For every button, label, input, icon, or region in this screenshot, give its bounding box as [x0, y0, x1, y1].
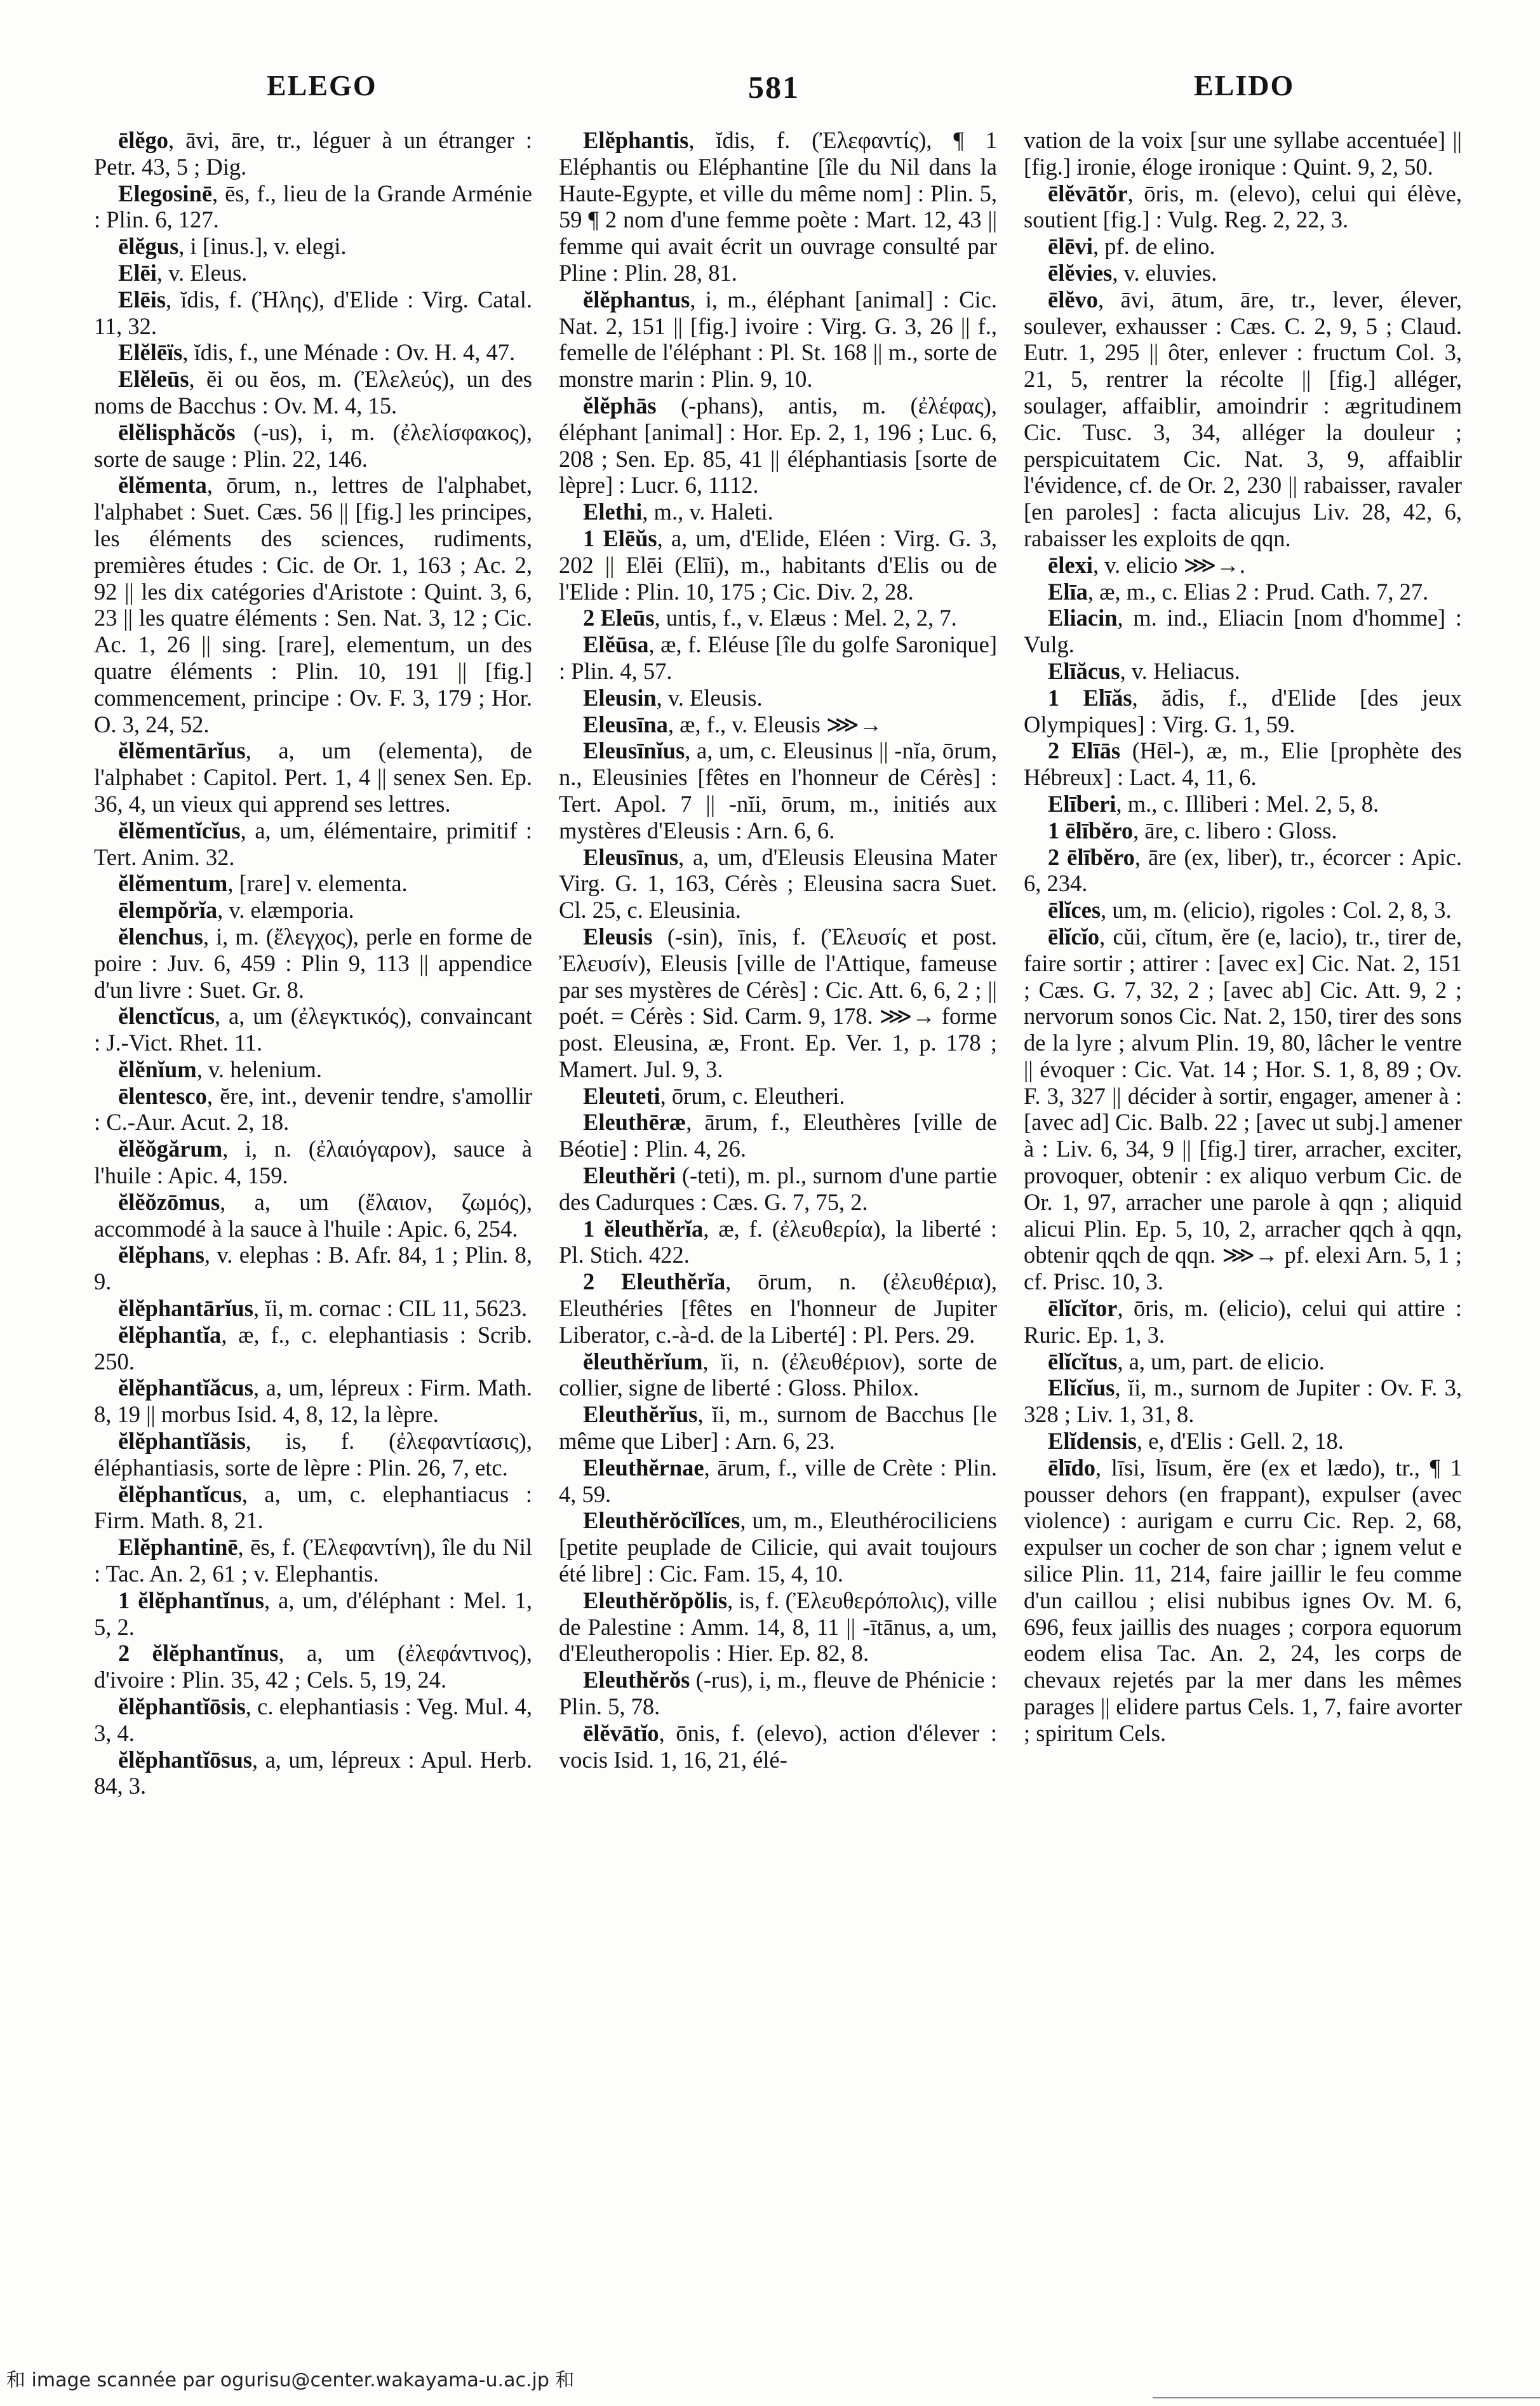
entry-headword: ĕlĕphās: [583, 392, 681, 419]
dictionary-entry: [94, 1136, 532, 1189]
column-right: [1024, 127, 1462, 2337]
entry-headword: ĕlĕmentum: [118, 870, 228, 897]
entry-definition: , ōrum, c. Eleutheri.: [660, 1082, 845, 1109]
entry-headword: Elīăcus: [1048, 657, 1120, 684]
dictionary-entry: [94, 1481, 532, 1535]
dictionary-entry: [94, 817, 532, 871]
entry-headword: ĕlĕmentārĭus: [118, 737, 246, 764]
entry-headword: Elĕleūs: [118, 366, 189, 393]
entry-headword: ĕleuthĕrĭum: [583, 1348, 703, 1374]
entry-definition: (Hēl-), æ, m., Elie [prophète des Hébreux] : Lact. 4, 11, 6.: [1024, 737, 1462, 791]
dictionary-entry: [559, 1216, 997, 1269]
entry-headword: 2 Elīās: [1048, 737, 1132, 764]
entry-headword: Elĭcĭus: [1048, 1374, 1115, 1401]
entry-definition: , a, um, d'Elide, Eléen : Virg. G. 3, 202 || Elēi (Elīi), m., habitants d'Elis ou de l'Elide : Plin. 10, 175 ; Cic. Div. 2, 28.: [559, 525, 997, 605]
entry-definition: , ĭdis, f., une Ménade : Ov. H. 4, 47.: [182, 339, 516, 366]
entry-definition: (-us), i, m. (ἐλελίσφακος), sorte de sauge : Plin. 22, 146.: [94, 419, 532, 472]
entry-definition: , ōrum, n., lettres de l'alphabet, l'alphabet : Suet. Cæs. 56 || [fig.] les principes, les éléments des sciences, rudiments, premières études : Cic. de Or. 1, 163 ; Ac. 2, 92 || les dix catégories d'Aristote : Quint. 3, 6, 23 || les quatre éléments : Sen. Nat. 3, 12 ; Cic. Ac. 1, 26 || sing. [rare], elementum, un des quatre éléments : Plin. 10, 191 || [fig.] commencement, principe : Ov. F. 3, 179 ; Hor. O. 3, 24, 52.: [94, 472, 532, 737]
entry-headword: 1 Elēŭs: [583, 525, 657, 551]
entry-definition: , m., c. Illiberi : Mel. 2, 5, 8.: [1116, 790, 1379, 817]
entry-headword: ĕlĕphantārĭus: [118, 1295, 253, 1322]
dictionary-columns: [94, 127, 1466, 2337]
entry-headword: ēlēvi: [1048, 233, 1093, 260]
entry-headword: Elethi: [583, 499, 643, 525]
dictionary-entry: [559, 1720, 997, 1773]
entry-headword: ēlĕlisphăcŏs: [118, 419, 253, 445]
entry-headword: ĕlĕphantĭōsis: [118, 1693, 246, 1720]
dictionary-entry: [559, 711, 997, 738]
dictionary-entry: [1024, 552, 1462, 579]
dictionary-entry: [559, 286, 997, 393]
dictionary-entry: [94, 897, 532, 924]
entry-headword: Elīberi: [1048, 790, 1116, 817]
entry-definition: , ĭi, n. (ἐλευθέριον), sorte de collier, signe de liberté : Gloss. Philox.: [559, 1348, 997, 1401]
entry-headword: Elĕlēïs: [118, 339, 183, 366]
entry-definition: , v. helenium.: [196, 1056, 323, 1082]
dictionary-entry: [94, 180, 532, 234]
entry-headword: ēlentesco: [118, 1082, 207, 1109]
entry-definition: , æ, f., v. Eleusis ⋙→: [667, 711, 883, 737]
scan-credit-text: 和 image scannée par ogurisu@center.wakayama-u.ac.jp 和: [6, 2369, 575, 2391]
dictionary-entry: [1024, 817, 1462, 844]
entry-definition: , ĭdis, f. (Ἐλεφαντίς), ¶ 1 Eléphantis ou Eléphantine [île du Nil dans la Haute-Egypte, et ville du même nom] : Plin. 5, 59 ¶ 2 nom d'une femme poète : Mart. 12, 43 || femme qui avait écrit un ouvrage consulté par Pline : Plin. 28, 81.: [559, 127, 997, 286]
entry-headword: ēlĕvātĭo: [583, 1719, 659, 1746]
entry-definition: , a, um (elementa), de l'alphabet : Capitol. Pert. 1, 4 || senex Sen. Ep. 36, 4, un vieux qui apprend ses lettres.: [94, 737, 532, 817]
dictionary-entry: [94, 233, 532, 260]
entry-definition: , v. Heliacus.: [1120, 657, 1240, 684]
dictionary-entry: [1024, 605, 1462, 658]
dictionary-entry: [559, 1587, 997, 1667]
dictionary-entry: [559, 737, 997, 843]
entry-headword: ēlempŏrĭa: [118, 897, 218, 924]
dictionary-entry: [94, 1056, 532, 1083]
entry-headword: ēlexi: [1048, 551, 1093, 578]
entry-headword: Eleuthĕrŏpŏlis: [583, 1587, 728, 1613]
dictionary-entry: [1024, 1374, 1462, 1428]
dictionary-entry: [94, 419, 532, 473]
entry-headword: ēlĕgo: [118, 127, 169, 153]
dictionary-entry: [94, 870, 532, 897]
page-number: 581: [748, 69, 800, 105]
dictionary-entry: [559, 844, 997, 924]
dictionary-entry: [94, 1003, 532, 1056]
entry-definition: , ōnis, f. (elevo), action d'élever : vocis Isid. 1, 16, 21, élé-: [559, 1719, 997, 1773]
entry-definition: , ĕi ou ĕos, m. (Ἐλελεύς), un des noms de Bacchus : Ov. M. 4, 15.: [94, 366, 532, 419]
dictionary-entry: [1024, 897, 1462, 924]
entry-definition: , a, um (ἐλεφάντινος), d'ivoire : Plin. 35, 42 ; Cels. 5, 19, 24.: [94, 1640, 532, 1693]
dictionary-entry: [94, 1747, 532, 1800]
entry-definition: (-sin), īnis, f. (Ἐλευσίς et post. Ἐλευσίν), Eleusis [ville de l'Attique, fameuse par ses mystères de Cérès] : Cic. Att. 6, 6, 2 ; || poét. = Cérès : Sid. Carm. 9, 178. ⋙→ forme post. Eleusina, æ, Front. Ep. Ver. 1, p. 178 ; Mamert. Jul. 9, 3.: [559, 923, 997, 1082]
entry-definition: , a, um, d'éléphant : Mel. 1, 5, 2.: [94, 1587, 532, 1640]
entry-definition: , ĭi, m. cornac : CIL 11, 5623.: [253, 1295, 528, 1322]
entry-definition: , c. elephantiasis : Veg. Mul. 4, 3, 4.: [94, 1693, 532, 1746]
entry-definition: , a, um, d'Eleusis Eleusina Mater Virg. G. 1, 163, Cérès ; Eleusina sacra Suet. Cl. 25, c. Eleusinia.: [559, 843, 997, 924]
entry-definition: , æ, f., c. elephantiasis : Scrib. 250.: [94, 1321, 532, 1374]
entry-headword: ĕlĕphantĭōsus: [118, 1746, 252, 1773]
dictionary-entry: [94, 366, 532, 419]
entry-headword: ēlĭces: [1048, 897, 1101, 924]
footer-rule: [1153, 2397, 1540, 2398]
dictionary-entry: [94, 1428, 532, 1481]
entry-definition: , is, f. (Ἐλευθερόπολις), ville de Palestine : Amm. 14, 8, 11 || -ītānus, a, um, d'Eleutheropolis : Hier. Ep. 82, 8.: [559, 1587, 997, 1667]
entry-definition: , [rare] v. elementa.: [227, 870, 408, 897]
entry-headword: ēlĕvies: [1048, 259, 1113, 286]
dictionary-entry: [559, 605, 997, 631]
entry-definition: (-phans), antis, m. (ἐλέφας), éléphant [animal] : Hor. Ep. 2, 1, 196 ; Luc. 6, 208 ; Sen. Ep. 85, 41 || éléphantiasis [sorte de lèpre] : Lucr. 6, 1112.: [559, 392, 997, 499]
entry-definition: , i [inus.], v. elegi.: [178, 233, 347, 260]
dictionary-entry: [559, 1667, 997, 1720]
entry-headword: ĕlĕphans: [118, 1242, 204, 1268]
entry-headword: Elegosinē: [118, 180, 213, 206]
entry-headword: ēlĕvātŏr: [1048, 180, 1128, 206]
entry-definition: , a, um (ἐλεγκτικός), convaincant : J.-Vict. Rhet. 11.: [94, 1003, 532, 1056]
entry-definition: , v. Eleusis.: [656, 684, 763, 711]
entry-headword: 1 ĕlĕphantĭnus: [118, 1587, 265, 1613]
entry-definition: , i, n. (ἐλαιόγαρον), sauce à l'huile : Apic. 4, 159.: [94, 1136, 532, 1189]
entry-headword: ĕlĕphantĭcus: [118, 1481, 242, 1507]
entry-definition: , untis, f., v. Elæus : Mel. 2, 2, 7.: [654, 605, 957, 631]
entry-definition: , ōris, m. (elevo), celui qui élève, soutient [fig.] : Vulg. Reg. 2, 22, 3.: [1024, 180, 1462, 233]
dictionary-entry: [1024, 685, 1462, 738]
entry-definition: , ārum, f., Eleuthères [ville de Béotie] : Plin. 4, 26.: [559, 1109, 997, 1162]
entry-headword: ēlīdo: [1048, 1454, 1096, 1481]
entry-definition: , ĭdis, f. (Ἠλης), d'Elide : Virg. Catal. 11, 32.: [94, 286, 532, 339]
dictionary-entry: [559, 499, 997, 525]
entry-definition: , āre, c. libero : Gloss.: [1133, 817, 1337, 843]
entry-definition: , æ, m., c. Elias 2 : Prud. Cath. 7, 27.: [1087, 578, 1429, 605]
dictionary-entry: [1024, 1455, 1462, 1747]
dictionary-entry: [559, 1507, 997, 1587]
dictionary-entry: [1024, 924, 1462, 1295]
entry-headword: Elĕūsa: [583, 631, 649, 658]
dictionary-entry: [559, 1083, 997, 1110]
dictionary-entry: [1024, 1295, 1462, 1348]
entry-definition: , e, d'Elis : Gell. 2, 18.: [1136, 1428, 1344, 1455]
dictionary-entry: [559, 1268, 997, 1348]
entry-definition: , i, m., éléphant [animal] : Cic. Nat. 2, 151 || [fig.] ivoire : Virg. G. 3, 26 || f., femelle de l'éléphant : Pl. St. 168 || m., sorte de monstre marin : Plin. 9, 10.: [559, 286, 997, 393]
entry-definition: , a, um, lépreux : Apul. Herb. 84, 3.: [94, 1746, 532, 1799]
dictionary-entry: [1024, 737, 1462, 791]
entry-headword: Elēi: [118, 259, 157, 286]
dictionary-entry: [94, 1693, 532, 1747]
dictionary-entry: [1024, 286, 1462, 552]
entry-definition: , v. elæmporia.: [217, 897, 354, 924]
entry-definition: , a, um, c. elephantiacus : Firm. Math. 8, 21.: [94, 1481, 532, 1534]
entry-definition: , um, m. (elicio), rigoles : Col. 2, 8, 3.: [1101, 897, 1452, 924]
dictionary-entry: [94, 472, 532, 737]
dictionary-entry: [94, 1083, 532, 1136]
dictionary-entry: [1024, 233, 1462, 260]
dictionary-entry: [94, 286, 532, 340]
entry-headword: ĕlĕphantĭa: [118, 1321, 222, 1348]
entry-headword: Eleuthĕrŏcĭlĭces: [583, 1507, 740, 1534]
entry-headword: 2 ĕlĕphantĭnus: [118, 1640, 279, 1667]
dictionary-entry: [94, 1640, 532, 1693]
entry-headword: 1 Elīăs: [1048, 684, 1132, 711]
dictionary-entry: [1024, 791, 1462, 817]
dictionary-entry: [94, 1374, 532, 1428]
left-running-headword: ELEGO: [267, 69, 377, 102]
entry-headword: Elĭdensis: [1048, 1428, 1137, 1455]
entry-definition: , v. elicio ⋙→.: [1092, 551, 1246, 578]
dictionary-entry: [559, 525, 997, 605]
dictionary-entry: [1024, 579, 1462, 605]
entry-definition: , a, um, part. de elicio.: [1117, 1348, 1325, 1374]
dictionary-entry: [559, 1455, 997, 1508]
entry-definition: , āvi, āre, tr., léguer à un étranger : Petr. 43, 5 ; Dig.: [94, 127, 532, 180]
dictionary-entry: [94, 1534, 532, 1587]
column-middle: [559, 127, 997, 2337]
dictionary-entry: [94, 737, 532, 817]
entry-headword: ĕlĕmentĭcĭus: [118, 817, 241, 843]
entry-headword: ĕlĕŏzōmus: [118, 1188, 220, 1215]
dictionary-entry: [1024, 844, 1462, 897]
entry-definition: , m., v. Haleti.: [642, 499, 773, 525]
entry-headword: Eliacin: [1048, 605, 1118, 631]
dictionary-entry: [559, 1401, 997, 1455]
dictionary-entry: [94, 924, 532, 1003]
dictionary-entry: [559, 924, 997, 1083]
entry-headword: Eleuthĕri: [583, 1162, 682, 1189]
entry-definition: , ōrum, n. (ἐλευθέρια), Eleuthéries [fêtes en l'honneur de Jupiter Liberator, c.-à-d. de la Liberté] : Pl. Pers. 29.: [559, 1268, 997, 1348]
dictionary-entry: [559, 685, 997, 711]
dictionary-entry: [94, 1189, 532, 1242]
entry-definition: , i, m. (ἔλεγχος), perle en forme de poire : Juv. 6, 459 : Plin 9, 113 || appendice d'un livre : Suet. Gr. 8.: [94, 923, 532, 1003]
entry-definition: , līsi, līsum, ĕre (ex et lædo), tr., ¶ 1 pousser dehors (en frappant), expulser (avec violence) : aurigam e curru Cic. Rep. 2, 68, expulser un cocher de son char ; ignem velut e silice Plin. 11, 214, faire jaillir le feu comme d'un caillou ; elisi nubibus ignes Ov. M. 6, 696, feux jaillis des nuages ; corpora equorum eodem elisa Tac. An. 2, 24, les corps de chevaux rejetés par la mer dans les mêmes parages || elidere partus Cels. 1, 7, faire avorter ; spiritum Cels.: [1024, 1454, 1462, 1746]
dictionary-entry: [94, 1322, 532, 1375]
entry-headword: 1 ēlībĕro: [1048, 817, 1134, 843]
entry-headword: ĕlĕphantus: [583, 286, 690, 313]
entry-definition: , ĭi, m., surnom de Bacchus [le même que Liber] : Arn. 6, 23.: [559, 1401, 997, 1455]
entry-definition: , ĕre, int., devenir tendre, s'amollir : C.-Aur. Acut. 2, 18.: [94, 1082, 532, 1136]
entry-definition: , æ, f. Eléuse [île du golfe Saronique] : Plin. 4, 57.: [559, 631, 997, 684]
scan-credit-footer: [0, 2364, 1540, 2392]
entry-headword: ēlĭcĭtor: [1048, 1295, 1118, 1322]
dictionary-entry: vation de la voix [sur une syllabe accentuée] || [fig.] ironie, éloge ironique : Quint. 9, 2, 50.: [1024, 127, 1462, 180]
entry-headword: Eleuteti: [583, 1082, 660, 1109]
entry-headword: Eleusis: [583, 923, 667, 950]
entry-definition: , a, um, lépreux : Firm. Math. 8, 19 || morbus Isid. 4, 8, 12, la lèpre.: [94, 1374, 532, 1428]
entry-definition: , v. eluvies.: [1112, 259, 1217, 286]
entry-definition: , ōris, m. (elicio), celui qui attire : Ruric. Ep. 1, 3.: [1024, 1295, 1462, 1348]
dictionary-entry: [94, 1295, 532, 1322]
right-running-headword: ELIDO: [1194, 69, 1295, 102]
entry-definition: , æ, f. (ἐλευθερία), la liberté : Pl. Stich. 422.: [559, 1215, 997, 1268]
entry-definition: , āvi, ātum, āre, tr., lever, élever, soulever, exhausser : Cæs. C. 2, 9, 5 ; Claud. Eutr. 1, 295 || ôter, enlever : fructum Col. 3, 21, 5, rentrer la récolte || [fig.] alléger, soulager, affaiblir, amoindrir : ægritudinem Cic. Tusc. 3, 34, alléger la douleur ; perspicuitatem Cic. Nat. 3, 9, affaiblir l'évidence, cf. de Or. 2, 230 || rabaisser, ravaler [en paroles] : facta alicujus Liv. 28, 42, 6, rabaisser les exploits de qqn.: [1024, 286, 1462, 551]
entry-headword: Elēis: [118, 286, 166, 313]
dictionary-entry: [1024, 260, 1462, 286]
entry-definition: , ārum, f., ville de Crète : Plin. 4, 59.: [559, 1454, 997, 1507]
dictionary-entry: [1024, 1348, 1462, 1375]
entry-definition: , āre (ex, liber), tr., écorcer : Apic. 6, 234.: [1024, 843, 1462, 897]
entry-definition: , pf. de elino.: [1092, 233, 1215, 260]
entry-headword: ĕlenchus: [118, 923, 203, 950]
entry-headword: ĕlenctĭcus: [118, 1003, 215, 1030]
dictionary-entry: [94, 1242, 532, 1295]
entry-headword: Elĕphantis: [583, 127, 689, 153]
entry-headword: Eleusīnus: [583, 843, 679, 870]
entry-headword: ĕlĕphantĭăcus: [118, 1374, 253, 1401]
entry-definition: , a, um, c. Eleusinus || -nĭa, ōrum, n., Eleusinies [fêtes en l'honneur de Cérès] : Tert. Apol. 7 || -nĭi, ōrum, m., initiés aux mystères d'Eleusis : Arn. 6, 6.: [559, 737, 997, 843]
entry-headword: ĕlĕnĭum: [118, 1056, 197, 1082]
page-header: [0, 69, 1540, 119]
entry-headword: ĕlĕphantĭăsis: [118, 1428, 246, 1455]
entry-headword: 2 Eleuthĕrĭa: [583, 1268, 726, 1295]
dictionary-entry: [94, 339, 532, 366]
entry-headword: ĕlĕmenta: [118, 472, 207, 499]
entry-headword: Eleuthēræ: [583, 1109, 686, 1136]
entry-definition: , cŭi, cĭtum, ĕre (e, lacio), tr., tirer de, faire sortir ; attirer : [avec ex] Cic. Nat. 2, 151 ; Cæs. G. 7, 32, 2 ; [avec ab] Cic. Att. 9, 2 ; nervorum sonos Cic. Nat. 2, 150, tirer des sons de la lyre ; alvum Plin. 19, 80, lâcher le ventre || évoquer : Cic. Vat. 14 ; Hor. S. 1, 8, 89 ; Ov. F. 3, 327 || décider à sortir, engager, amener à : [avec ad] Cic. Balb. 22 ; [avec ut subj.] amener à : Liv. 6, 34, 9 || [fig.] tirer, arracher, exciter, provoquer, obtenir : ex aliquo verbum Cic. de Or. 1, 97, arracher une parole à qqn ; aliquid alicui Plin. Ep. 5, 10, 2, arracher qqch à qqn, obtenir qqch de qqn. ⋙→ pf. elexi Arn. 5, 1 ; cf. Prisc. 10, 3.: [1024, 923, 1462, 1295]
entry-definition: , v. elephas : B. Afr. 84, 1 ; Plin. 8, 9.: [94, 1242, 532, 1295]
entry-headword: ĕlĕŏgărum: [118, 1136, 223, 1162]
entry-headword: Elĕphantinē: [118, 1534, 238, 1561]
entry-definition: (-rus), i, m., fleuve de Phénicie : Plin. 5, 78.: [559, 1667, 997, 1720]
entry-headword: Eleusīna: [583, 711, 668, 737]
entry-definition: , a, um (ἔλαιον, ζωμός), accommodé à la sauce à l'huile : Apic. 6, 254.: [94, 1188, 532, 1242]
entry-headword: ēlĭcĭtus: [1048, 1348, 1118, 1374]
dictionary-entry: [559, 127, 997, 286]
dictionary-entry: [1024, 1428, 1462, 1455]
dictionary-entry: [559, 393, 997, 499]
entry-definition: , ēs, f. (Ἐλεφαντίνη), île du Nil : Tac. An. 2, 61 ; v. Elephantis.: [94, 1534, 532, 1587]
entry-headword: Eleuthĕrŏs: [583, 1667, 696, 1693]
dictionary-entry: [559, 1109, 997, 1162]
entry-definition: , a, um, élémentaire, primitif : Tert. Anim. 32.: [94, 817, 532, 870]
column-left: [94, 127, 532, 2337]
dictionary-entry: [559, 1348, 997, 1402]
entry-definition: (-teti), m. pl., surnom d'une partie des Cadurques : Cæs. G. 7, 75, 2.: [559, 1162, 997, 1215]
entry-definition: , ĭi, m., surnom de Jupiter : Ov. F. 3, 328 ; Liv. 1, 31, 8.: [1024, 1374, 1462, 1428]
entry-headword: ēlĕvo: [1048, 286, 1099, 313]
dictionary-entry: [559, 1162, 997, 1216]
entry-headword: Eleusīnĭus: [583, 737, 685, 764]
dictionary-entry: [94, 260, 532, 286]
entry-headword: Eleuthĕrnae: [583, 1454, 704, 1481]
entry-definition: , um, m., Eleuthérociliciens [petite peuplade de Cilicie, qui avait toujours été libre] : Cic. Fam. 15, 4, 10.: [559, 1507, 997, 1587]
entry-definition: , ădis, f., d'Elide [des jeux Olympiques] : Virg. G. 1, 59.: [1024, 684, 1462, 737]
entry-headword: ēlĭcĭo: [1048, 923, 1100, 950]
entry-headword: 2 Eleūs: [583, 605, 655, 631]
dictionary-entry: [559, 631, 997, 685]
entry-definition: , is, f. (ἐλεφαντίασις), éléphantiasis, sorte de lèpre : Plin. 26, 7, etc.: [94, 1428, 532, 1481]
entry-definition: , v. Eleus.: [156, 259, 248, 286]
entry-headword: 2 ēlībĕro: [1048, 843, 1135, 870]
entry-headword: Eleusin: [583, 684, 657, 711]
dictionary-entry: [1024, 180, 1462, 234]
entry-definition: , ēs, f., lieu de la Grande Arménie : Plin. 6, 127.: [94, 180, 532, 233]
entry-headword: 1 ĕleuthĕrĭa: [583, 1215, 704, 1242]
entry-headword: Eleuthĕrĭus: [583, 1401, 698, 1428]
dictionary-entry: [1024, 658, 1462, 685]
dictionary-entry: [94, 1587, 532, 1641]
dictionary-entry: [94, 127, 532, 180]
entry-definition: , m. ind., Eliacin [nom d'homme] : Vulg.: [1024, 605, 1462, 658]
entry-headword: Elīa: [1048, 578, 1088, 605]
entry-headword: ēlĕgus: [118, 233, 179, 260]
